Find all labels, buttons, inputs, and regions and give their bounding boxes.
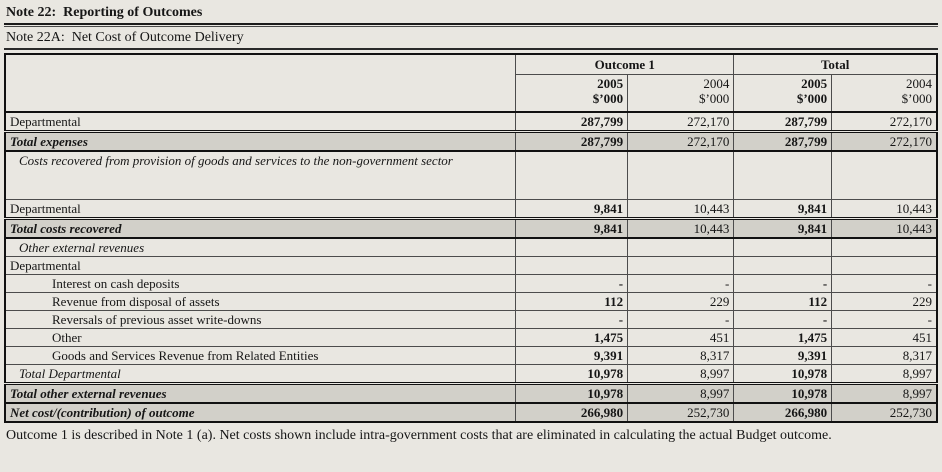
value-cell: 8,997 — [832, 364, 937, 383]
value-cell: 9,841 — [734, 218, 832, 238]
column-header-total-2005 — [734, 74, 832, 112]
value-cell: - — [734, 310, 832, 328]
value-cell: 9,841 — [516, 218, 628, 238]
value-cell: - — [832, 310, 937, 328]
footnote: Outcome 1 is described in Note 1 (a). Net costs shown include intra-government costs that are eliminated in calculating the actual Budget outcome. — [6, 427, 832, 443]
value-cell: 10,978 — [734, 383, 832, 403]
value-cell: 10,978 — [516, 383, 628, 403]
value-cell: 287,799 — [516, 112, 628, 132]
unit-label: $’000 — [796, 90, 828, 106]
value-cell: 287,799 — [734, 132, 832, 152]
value-cell — [628, 238, 734, 257]
column-header-outcome1-2005 — [516, 74, 628, 112]
table-row-total-costs-recovered — [5, 218, 937, 238]
outcomes-table — [4, 53, 938, 423]
row-label: Departmental — [5, 256, 516, 274]
value-cell: 9,841 — [516, 199, 628, 218]
value-cell: 8,317 — [832, 346, 937, 364]
value-cell: 272,170 — [832, 132, 937, 152]
value-cell: 9,841 — [734, 199, 832, 218]
row-label: Other — [5, 328, 516, 346]
value-cell: 451 — [832, 328, 937, 346]
value-cell: 451 — [628, 328, 734, 346]
value-cell: 272,170 — [832, 112, 937, 132]
row-label: Interest on cash deposits — [5, 274, 516, 292]
value-cell: 252,730 — [832, 403, 937, 422]
year-label: 2005 — [597, 75, 624, 91]
table-row-other-revenue — [5, 328, 937, 346]
value-cell: 112 — [516, 292, 628, 310]
row-label: Net cost/(contribution) of outcome — [5, 403, 516, 422]
value-cell: 272,170 — [628, 112, 734, 132]
table-row-reversals-of-asset-write-downs — [5, 310, 937, 328]
value-cell: 10,443 — [628, 218, 734, 238]
row-label: Revenue from disposal of assets — [5, 292, 516, 310]
table-row-costs-recovered-heading — [5, 151, 937, 199]
value-cell: 287,799 — [734, 112, 832, 132]
label-column-header — [5, 54, 516, 112]
column-header-total-2004 — [832, 74, 937, 112]
value-cell — [516, 151, 628, 199]
row-label: Total costs recovered — [5, 218, 516, 238]
value-cell: 10,443 — [832, 218, 937, 238]
table-row-net-cost-of-outcome — [5, 403, 937, 422]
value-cell: 1,475 — [734, 328, 832, 346]
value-cell — [832, 256, 937, 274]
value-cell: 229 — [832, 292, 937, 310]
value-cell — [734, 238, 832, 257]
value-cell: 10,443 — [628, 199, 734, 218]
year-label: 2005 — [801, 75, 828, 91]
value-cell: 272,170 — [628, 132, 734, 152]
unit-label: $’000 — [592, 90, 624, 106]
row-label: Costs recovered from provision of goods and services to the non-government sector — [5, 151, 516, 199]
value-cell: 266,980 — [734, 403, 832, 422]
value-cell: 9,391 — [734, 346, 832, 364]
value-cell — [734, 151, 832, 199]
value-cell: - — [516, 274, 628, 292]
value-cell: 8,317 — [628, 346, 734, 364]
table-row-departmental-revenues-heading — [5, 256, 937, 274]
note-subtitle: Note 22A: Net Cost of Outcome Delivery — [4, 27, 938, 50]
value-cell: 8,997 — [832, 383, 937, 403]
value-cell: 8,997 — [628, 364, 734, 383]
row-label: Other external revenues — [5, 238, 516, 257]
table-row-other-external-revenues-heading — [5, 238, 937, 257]
row-label: Departmental — [5, 112, 516, 132]
value-cell — [832, 238, 937, 257]
row-label: Total expenses — [5, 132, 516, 152]
column-group-outcome1: Outcome 1 — [516, 54, 734, 74]
year-label: 2004 — [703, 75, 730, 91]
table-row-total-other-external-revenues — [5, 383, 937, 403]
value-cell: 287,799 — [516, 132, 628, 152]
value-cell: - — [832, 274, 937, 292]
column-group-total: Total — [734, 54, 937, 74]
value-cell: 10,978 — [734, 364, 832, 383]
value-cell: - — [516, 310, 628, 328]
row-label: Reversals of previous asset write-downs — [5, 310, 516, 328]
value-cell: 1,475 — [516, 328, 628, 346]
row-label: Goods and Services Revenue from Related Entities — [5, 346, 516, 364]
value-cell: 10,443 — [832, 199, 937, 218]
table-row-interest-on-cash-deposits — [5, 274, 937, 292]
unit-label: $’000 — [901, 90, 932, 106]
value-cell — [832, 151, 937, 199]
value-cell — [628, 256, 734, 274]
value-cell: - — [734, 274, 832, 292]
note-title: Note 22: Reporting of Outcomes — [4, 3, 938, 25]
group-header-row — [5, 54, 937, 74]
table-row-total-expenses — [5, 132, 937, 152]
table-row-departmental-costs-recovered — [5, 199, 937, 218]
value-cell — [516, 238, 628, 257]
row-label: Departmental — [5, 199, 516, 218]
value-cell: 266,980 — [516, 403, 628, 422]
value-cell: - — [628, 274, 734, 292]
value-cell: 9,391 — [516, 346, 628, 364]
value-cell — [734, 256, 832, 274]
year-label: 2004 — [906, 75, 932, 91]
value-cell: 252,730 — [628, 403, 734, 422]
table-row-revenue-from-disposal-of-assets — [5, 292, 937, 310]
table-row-total-departmental — [5, 364, 937, 383]
value-cell: 112 — [734, 292, 832, 310]
value-cell: 8,997 — [628, 383, 734, 403]
value-cell: 10,978 — [516, 364, 628, 383]
table-row-goods-and-services-revenue — [5, 346, 937, 364]
value-cell — [516, 256, 628, 274]
unit-label: $’000 — [698, 90, 730, 106]
value-cell: - — [628, 310, 734, 328]
value-cell — [628, 151, 734, 199]
table-row-departmental-expenses — [5, 112, 937, 132]
value-cell: 229 — [628, 292, 734, 310]
row-label: Total other external revenues — [5, 383, 516, 403]
row-label: Total Departmental — [5, 364, 516, 383]
column-header-outcome1-2004 — [628, 74, 734, 112]
